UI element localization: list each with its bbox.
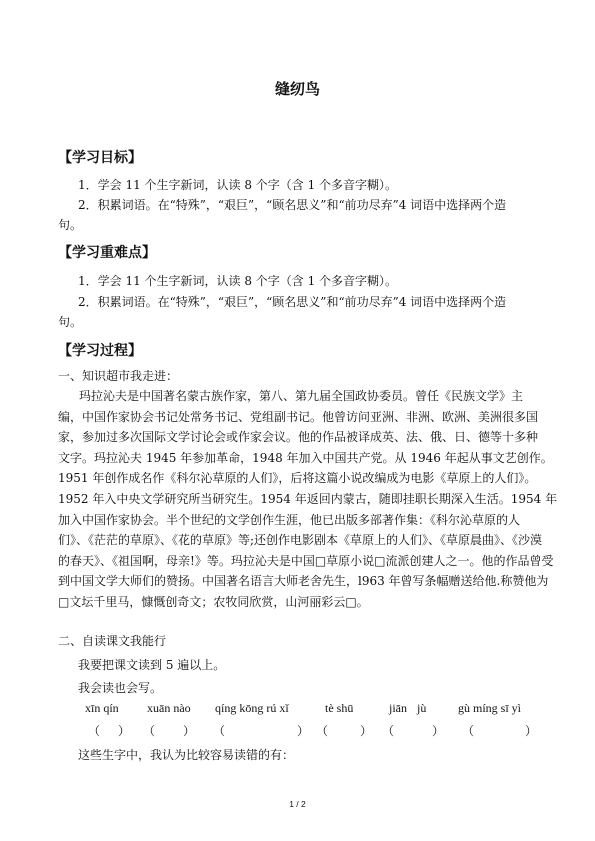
answer-bracket-close: ） [432, 724, 445, 738]
heading-learning-process: 【学习过程】 [58, 343, 142, 359]
answer-bracket-open: （ [316, 724, 329, 738]
para-line: 1951 年创作成名作《科尔沁草原的人们》，后将这篇小说改编成为电影《草原上的人们》。 [58, 471, 537, 486]
pinyin-label: jiān [389, 701, 407, 715]
answer-bracket-open: （ [462, 724, 475, 738]
para-line: 1952 年入中央文学研究所当研究生。1954 年返回内蒙古，随即挂职长期深入生活。1954 年 [58, 491, 558, 506]
para-line: 编，中国作家协会书记处常务书记、党组副书记。他曾访问亚洲、非洲、欧洲、美洲很多国 [58, 409, 539, 424]
answer-bracket-close: ） [183, 724, 196, 738]
answer-bracket-open: （ [88, 724, 101, 738]
answer-bracket-open: （ [382, 724, 395, 738]
goal-line-2: 2．积累词语。在“特殊”，“艰巨”，“顾名思义”和“前功尽弃”4 词语中选择两个造 [78, 198, 507, 212]
answer-bracket-close: ） [297, 724, 310, 738]
part1-heading: 一、知识超市我走进： [58, 369, 179, 383]
pinyin-label: tè shū [325, 701, 354, 715]
para-line: □文坛千里马，慷慨创奇文；农牧同欣赏，山河丽彩云□。 [58, 594, 369, 609]
answer-bracket-close: ） [525, 724, 538, 738]
goal-line-3: 句。 [58, 218, 83, 232]
part2-heading: 二、自读课文我能行 [58, 634, 167, 648]
heading-key-points: 【学习重难点】 [58, 245, 156, 261]
para-line: 们》、《茫茫的草原》、《花的草原》等;还创作电影剧本《草原上的人们》、《草原晨曲》、《沙漠 [58, 533, 543, 548]
para-line: 文字。玛拉沁夫 1945 年参加革命，1948 年加入中国共产党。从 1946 年起从事文艺创作。 [58, 450, 553, 465]
pinyin-label: xuān nào [147, 701, 191, 715]
para-line: 加入中国作家协会。半个世纪的文学创作生涯，他已出版多部著作集：《科尔沁草原的人 [58, 512, 521, 527]
heading-learning-goals: 【学习目标】 [58, 150, 142, 166]
answer-bracket-open: （ [213, 724, 226, 738]
key-line-3: 句。 [58, 315, 83, 329]
part2-line-2: 我会读也会写。 [78, 681, 163, 695]
goal-line-1: 1．学会 11 个生字新词，认读 8 个字（含 1 个多音字糊）。 [78, 178, 398, 192]
answer-bracket-close: ） [118, 724, 131, 738]
part2-line-3: 这些生字中，我认为比较容易读错的有： [78, 748, 295, 762]
author-intro-paragraph [58, 386, 558, 613]
para-line: 的春天》、《祖国啊，母亲!》等。玛拉沁夫是中国□草原小说□流派创建人之一。他的作品曾受 [58, 553, 554, 568]
pinyin-label: xīn qín [85, 701, 119, 715]
answer-bracket-open: （ [143, 724, 156, 738]
pinyin-label: gù míng sī yì [458, 701, 522, 715]
key-line-1: 1．学会 11 个生字新词，认读 8 个字（含 1 个多音字糊）。 [78, 274, 398, 288]
part2-line-1: 我要把课文读到 5 遍以上。 [78, 658, 226, 672]
pinyin-label: qíng kōng rú xǐ [215, 701, 289, 715]
answer-bracket-close: ） [360, 724, 373, 738]
para-line: 到中国文学大师们的赞扬。中国著名语言大师老舍先生，l963 年曾写条幅赠送给他.称赞他为 [58, 574, 549, 589]
document-title: 缝纫鸟 [274, 80, 320, 98]
key-line-2: 2．积累词语。在“特殊”，“艰巨”，“顾名思义”和“前功尽弃”4 词语中选择两个造 [78, 295, 507, 309]
para-line: 玛拉沁夫是中国著名蒙古族作家，第八、第九届全国政协委员。曾任《民族文学》主 [79, 389, 524, 403]
pinyin-label: jù [417, 701, 427, 715]
para-line: 家，参加过多次国际文学讨论会或作家会议。他的作品被译成英、法、俄、日、德等十多种 [58, 430, 539, 445]
page-number: 1 / 2 [289, 799, 306, 809]
